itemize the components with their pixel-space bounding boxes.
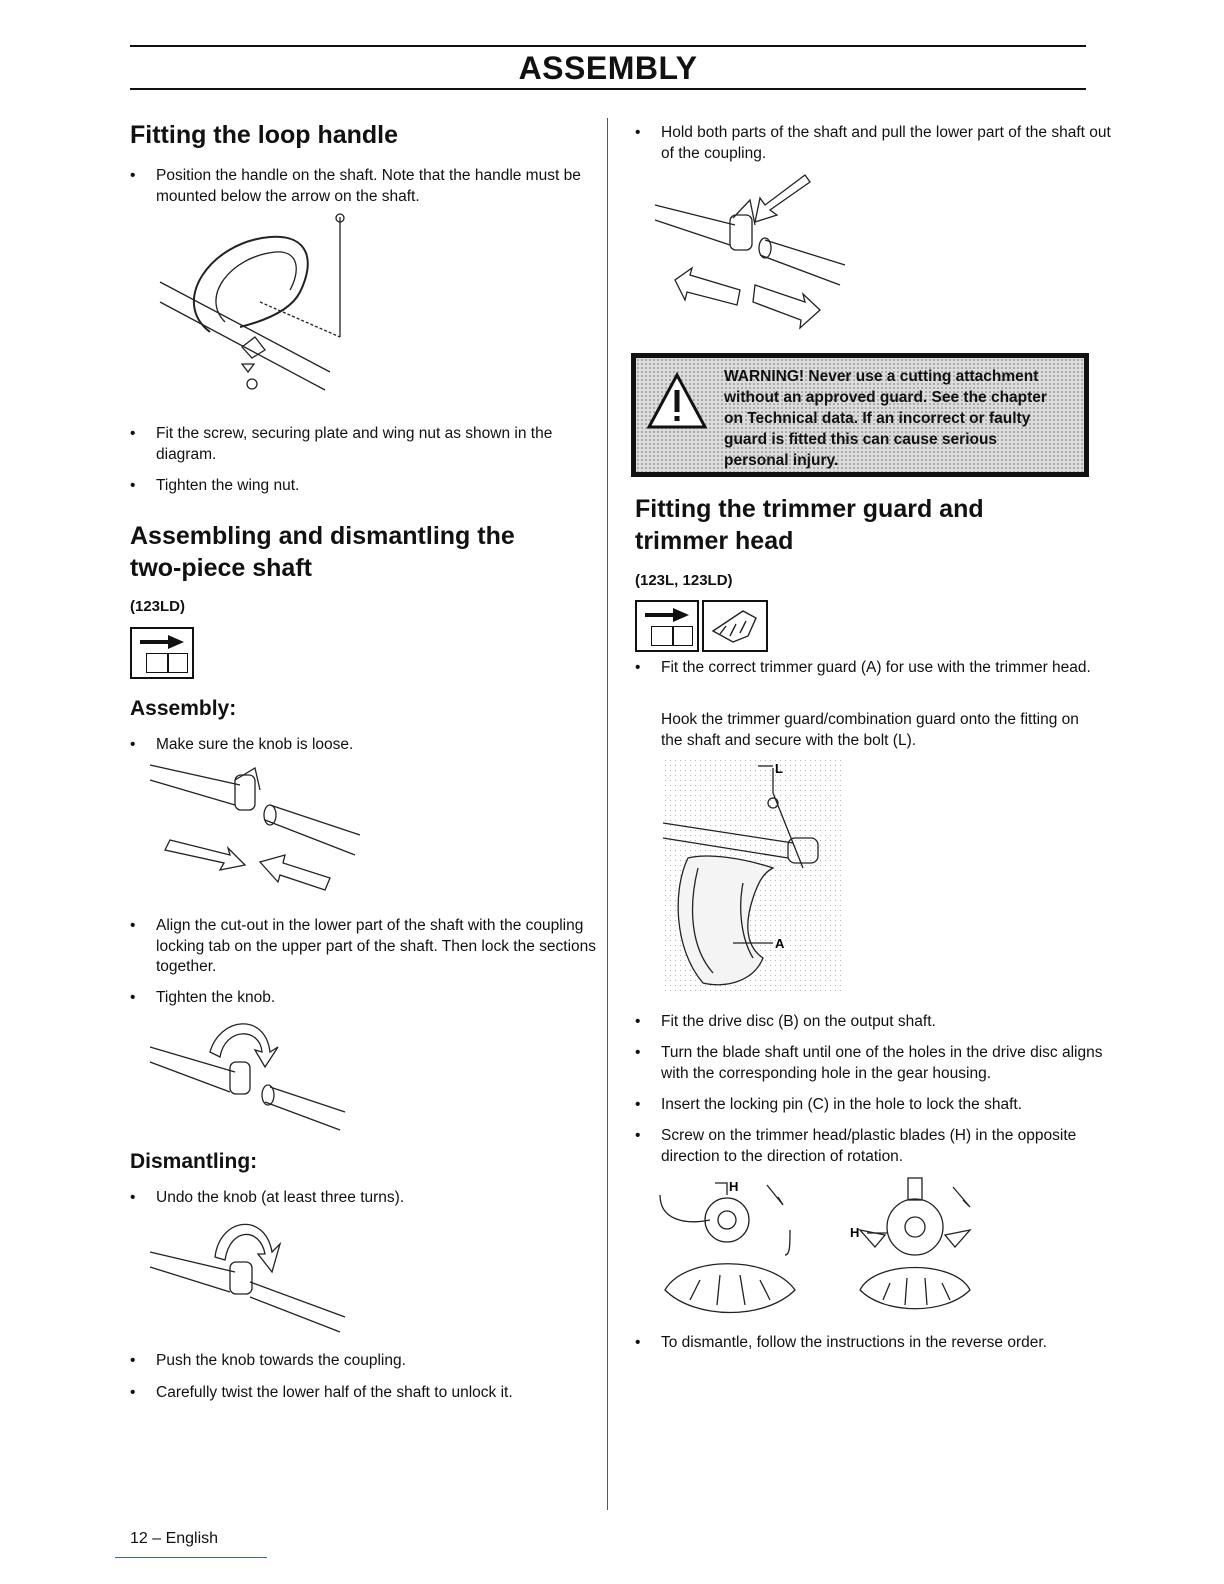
warning-line: without an approved guard. See the chapter	[724, 389, 1047, 406]
list-item: • Position the handle on the shaft. Note that the handle must be mounted below the arrow on the shaft.	[130, 167, 581, 205]
page-title: ASSEMBLY	[518, 50, 698, 86]
heading-line: two-piece shaft	[130, 554, 312, 582]
list-item: • Fit the correct trimmer guard (A) for use with the trimmer head.	[635, 659, 1091, 676]
bullet-text: Fit the screw, securing plate and wing nut as shown in the diagram.	[156, 425, 553, 463]
list-item: • Undo the knob (at least three turns).	[130, 1189, 405, 1206]
label-H: H	[729, 1179, 739, 1194]
stop-icon	[651, 626, 693, 646]
hook-paragraph: Hook the trimmer guard/combination guard onto the fitting on the shaft and secure with the bolt (L).	[661, 711, 1079, 749]
list-item: • Carefully twist the lower half of the shaft to unlock it.	[130, 1384, 513, 1401]
warning-box-inner	[636, 358, 1084, 472]
list-item: • Tighten the wing nut.	[130, 477, 300, 494]
bullet-text: Position the handle on the shaft. Note that the handle must be mounted below the arrow on the shaft.	[156, 167, 581, 205]
heading-line: Assembling and dismantling the	[130, 522, 515, 550]
heading-line: Fitting the trimmer guard and	[635, 495, 984, 523]
trimmer-guard-drawing	[663, 758, 841, 993]
list-item: • Fit the drive disc (B) on the output shaft.	[635, 1013, 936, 1030]
bullet-text: Make sure the knob is loose.	[156, 736, 354, 753]
list-item: • Turn the blade shaft until one of the holes in the drive disc aligns with the corresponding hole in the gear housing.	[635, 1044, 1103, 1082]
warning-line: personal injury.	[724, 452, 839, 469]
footer-underline	[115, 1557, 267, 1558]
label-H: H	[850, 1225, 860, 1240]
list-item: • Push the knob towards the coupling.	[130, 1352, 406, 1369]
list-item: • Make sure the knob is loose.	[130, 736, 354, 753]
warning-line: guard is fitted this can cause serious	[724, 431, 998, 448]
bullet-text: Carefully twist the lower half of the shaft to unlock it.	[156, 1384, 513, 1401]
list-item: • Insert the locking pin (C) in the hole to lock the shaft.	[635, 1096, 1022, 1113]
list-item: • Tighten the knob.	[130, 989, 276, 1006]
warning-line: WARNING! Never use a cutting attachment	[724, 368, 1039, 385]
loop-handle-diagram	[150, 212, 350, 407]
list-item: • Hold both parts of the shaft and pull the lower part of the shaft out of the coupling.	[635, 124, 1111, 162]
label-A: A	[775, 936, 785, 951]
trimmer-head-diagram-2	[845, 1175, 985, 1325]
bullet-text: Undo the knob (at least three turns).	[156, 1189, 405, 1206]
undo-knob-diagram	[150, 1212, 350, 1332]
heading-line: trimmer head	[635, 527, 794, 555]
tighten-knob-diagram	[150, 1012, 350, 1132]
bullet-text: Fit the correct trimmer guard (A) for use with the trimmer head.	[661, 659, 1091, 676]
header-top-rule	[130, 45, 1086, 47]
bullet-text: Hold both parts of the shaft and pull the lower part of the shaft out of the coupling.	[661, 124, 1111, 162]
assembly-heading: Assembly:	[130, 697, 237, 720]
bullet-text: To dismantle, follow the instructions in the reverse order.	[661, 1334, 1047, 1351]
trimmer-head-diagram-1	[655, 1175, 815, 1325]
model-label: (123LD)	[130, 598, 186, 615]
bullet-text: Tighten the knob.	[156, 989, 276, 1006]
shaft-separation-diagram	[655, 170, 855, 335]
bullet-text: Push the knob towards the coupling.	[156, 1352, 406, 1369]
section-heading-trimmer	[635, 493, 984, 557]
list-item: • Screw on the trimmer head/plastic blades (H) in the opposite direction to the direction of rotation.	[635, 1127, 1077, 1165]
stop-icon	[146, 653, 188, 673]
list-item: • Align the cut-out in the lower part of the shaft with the coupling locking tab on the upper part of the shaft. Then lock the sections together.	[130, 917, 597, 975]
arrow-stop-icon	[130, 627, 194, 679]
guard-icon-drawing	[708, 606, 762, 646]
bullet-text: Fit the drive disc (B) on the output shaft.	[661, 1013, 936, 1030]
warning-triangle-icon	[646, 372, 708, 430]
arrow-icon	[643, 607, 691, 623]
bullet-text: Tighten the wing nut.	[156, 477, 300, 494]
warning-box	[631, 353, 1089, 477]
arrow-icon	[138, 634, 186, 650]
warning-line: on Technical data. If an incorrect or faulty	[724, 410, 1031, 427]
model-label: (123L, 123LD)	[635, 572, 733, 589]
bullet-text: Align the cut-out in the lower part of the shaft with the coupling locking tab on the upper part of the shaft. Then lock the sections together.	[156, 917, 597, 975]
list-item: • To dismantle, follow the instructions in the reverse order.	[635, 1334, 1047, 1351]
shaft-assembly-diagram	[150, 760, 365, 900]
column-divider	[607, 118, 608, 1510]
arrow-stop-icon	[635, 600, 699, 652]
bullet-text: Insert the locking pin (C) in the hole to lock the shaft.	[661, 1096, 1022, 1113]
list-item: • Fit the screw, securing plate and wing nut as shown in the diagram.	[130, 425, 553, 463]
bullet-text: Screw on the trimmer head/plastic blades (H) in the opposite direction to the direction of rotation.	[661, 1127, 1077, 1165]
label-L: L	[775, 761, 783, 776]
header-bottom-rule	[130, 88, 1086, 90]
section-heading-shaft	[130, 520, 515, 584]
bullet-text: Turn the blade shaft until one of the holes in the drive disc aligns with the corresponding hole in the gear housing.	[661, 1044, 1103, 1082]
dismantling-heading: Dismantling:	[130, 1150, 258, 1173]
trimmer-guard-diagram	[663, 758, 841, 993]
warning-text	[724, 366, 1084, 471]
section-heading-loop-handle: Fitting the loop handle	[130, 121, 399, 149]
guard-icon	[702, 600, 768, 652]
page-footer: 12 – English	[130, 1530, 219, 1547]
